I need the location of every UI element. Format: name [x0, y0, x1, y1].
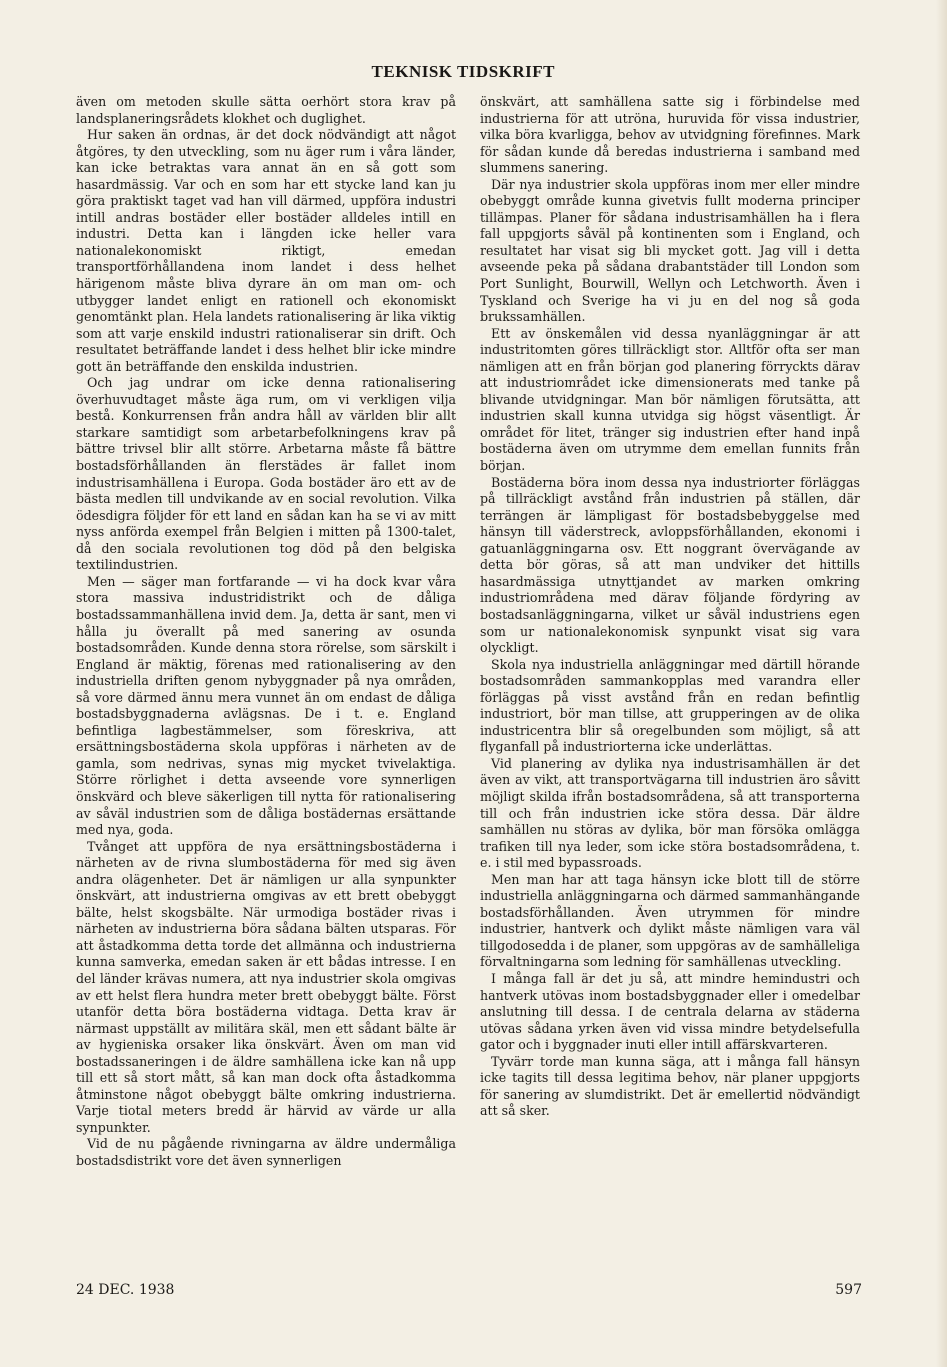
- paragraph: Vid de nu pågående rivningarna av äldre undermåliga bostadsdistrikt vore det även synnerligen: [76, 1136, 456, 1168]
- column-right: [480, 94, 860, 1120]
- paragraph: Där nya industrier skola uppföras inom mer eller mindre obebyggt område kunna givetvis fullt moderna principer tillämpas. Planer för sådana industrisamhällen ha i flera fall uppgjorts såväl på kontinenten som i England, och resultatet har visat sig bli mycket gott. Jag vill i detta avseende peka på sådana drabantstäder till London som Port Sunlight, Bourwill, Wellyn och Letchworth. Även i Tyskland och Sverige ha vi ju en del nog så goda brukssamhällen.: [480, 176, 860, 325]
- paragraph: I många fall är det ju så, att mindre hemindustri och hantverk utövas inom bostadsbyggnader eller i omedelbar anslutning till dessa. I de centrala delarna av städerna utövas sådana yrken även vid vissa mindre betydelsefulla gator och i byggnader inuti eller intill affärskvarteren.: [480, 970, 860, 1053]
- paragraph: Hur saken än ordnas, är det dock nödvändigt att något åtgöres, ty den utveckling, som nu äger rum i våra länder, kan icke betraktas vara annat än en så gott som hasardmässig. Var och en som har ett stycke land kan ju göra praktiskt taget vad han vill därmed, uppföra industri intill andras bostäder eller bostäder alldeles intill en industri. Detta kan i längden icke heller vara nationalekonomiskt riktigt, emedan transportförhållandena inom landet i dess helhet härigenom måste bliva dyrare än om man om- och utbygger landet enligt en rationell och ekonomiskt genomtänkt plan. Hela landets rationalisering är lika viktig som att varje enskild industri rationaliserar sin drift. Och resultatet beträffande landet i dess helhet blir icke mindre gott än beträffande den enskilda industrien.: [76, 127, 456, 374]
- paragraph: Bostäderna böra inom dessa nya industriorter förläggas på tillräckligt avstånd från industrien på ställen, där terrängen är lämpligast för bostadsbebyggelse med hänsyn till väderstreck, avloppsförhållanden, ekonomi i gatuanläggningarna osv. Ett noggrant övervägande av detta bör göras, så att man undviker det hittills hasardmässiga utnyttjandet av marken omkring industriområdena med därav följande fördyring av bostadsanläggningarna, vilket ur såväl industriens egen som ur nationalekonomisk synpunkt visat sig vara olyckligt.: [480, 474, 860, 656]
- paragraph: Tyvärr torde man kunna säga, att i många fall hänsyn icke tagits till dessa legitima behov, när planer uppgjorts för sanering av slumdistrikt. Det är emellertid nödvändigt att så sker.: [480, 1053, 860, 1119]
- paragraph: Vid planering av dylika nya industrisamhällen är det även av vikt, att transportvägarna till industrien äro såvitt möjligt skilda ifrån bostadsområdena, så att transporterna till och från industrien icke störa dessa. Där äldre samhällen nu störas av dylika, bör man försöka omlägga trafiken till nya leder, som icke störa bostadsområdena, t. e. i stil med bypassroads.: [480, 755, 860, 871]
- page-edge-shadow: [936, 0, 947, 1367]
- issue-date: 24 DEC. 1938: [76, 1282, 175, 1298]
- paragraph: Skola nya industriella anläggningar med därtill hörande bostadsområden sammankopplas med varandra eller förläggas på visst avstånd från en redan befintlig industriort, bör man tillse, att grupperingen av de olika industricentra blir så oregelbunden som möjligt, så att flyganfall på industriorterna icke underlättas.: [480, 656, 860, 755]
- column-left: [76, 94, 456, 1170]
- paragraph: Och jag undrar om icke denna rationalisering överhuvudtaget måste äga rum, om vi verkligen vilja bestå. Konkurrensen från andra håll av världen blir allt starkare samtidigt som arbetarbefolkningens krav på bättre trivsel blir allt större. Arbetarna måste få bättre bostadsförhållanden än flerstädes är fallet inom industrisamhällena i Europa. Goda bostäder äro ett av de bästa medlen till undvikande av en social revolution. Vilka ödesdigra följder för ett land en sådan kan ha se vi av mitt nyss anförda exempel från Belgien i mitten på 1300-talet, då den sociala revolutionen tog död på den belgiska textilindustrien.: [76, 375, 456, 573]
- page-number: 597: [835, 1282, 862, 1298]
- paragraph: Tvånget att uppföra de nya ersättningsbostäderna i närheten av de rivna slumbostäderna för med sig även andra olägenheter. Det är nämligen ur alla synpunkter önskvärt, att industrierna omgivas av ett brett obebyggt bälte, helst skogsbälte. När urmodiga bostäder rivas i närheten av industrierna böra sådana bälten utsparas. För att åstadkomma detta torde det allmänna och industrierna kunna samverka, emedan saken är ett bådas intresse. I en del länder krävas numera, att nya industrier skola omgivas av ett helst flera hundra meter brett obebyggt bälte. Först utanför detta böra bostäderna vidtaga. Detta krav är närmast uppställt av militära skäl, men ett sådant bälte är av hygieniska orsaker lika önskvärt. Även om man vid bostadssaneringen i de äldre samhällena icke kan nå upp till ett så stort mått, så kan man dock ofta åstadkomma åtminstone något obebyggt bälte omkring industrierna. Varje tiotal meters bredd är härvid av värde ur alla synpunkter.: [76, 838, 456, 1135]
- paragraph: även om metoden skulle sätta oerhört stora krav på landsplaneringsrådets klokhet och duglighet.: [76, 94, 456, 126]
- paragraph: önskvärt, att samhällena satte sig i förbindelse med industrierna för att utröna, huruvida för vissa industrier, vilka böra kvarligga, behov av utvidgning förefinnes. Mark för sådan kunde då beredas industrierna i samband med slummens sanering.: [480, 94, 860, 176]
- paragraph: Men — säger man fortfarande — vi ha dock kvar våra stora massiva industridistrikt och de dåliga bostadssammanhällena invid dem. Ja, detta är sant, men vi hålla ju överallt på med sanering av osunda bostadsområden. Kunde denna stora rörelse, som särskilt i England är mäktig, förenas med rationalisering av den industriella driften genom nybyggnader på nya områden, så vore därmed ännu mera vunnet än om endast de dåliga bostadsbyggnaderna avlägsnas. De i t. e. England befintliga lagbestämmelser, som föreskriva, att ersättningsbostäderna skola uppföras i närheten av de gamla, som nedrivas, synas mig mycket tvivelaktiga. Större rörlighet i detta avseende vore synnerligen önskvärd och bleve säkerligen till nytta för rationalisering av såväl industrien som de dåliga bostädernas ersättande med nya, goda.: [76, 573, 456, 838]
- journal-title: TEKNISK TIDSKRIFT: [371, 62, 555, 81]
- paragraph: Ett av önskemålen vid dessa nyanläggningar är att industritomten göres tillräckligt stor. Alltför ofta ser man nämligen att en från början god planering förryckts därav att industriområdet icke dimensionerats med tanke på blivande utvidgningar. Man bör nämligen förutsätta, att industrien skall kunna utvidga sig högst väsentligt. Är området för litet, tränger sig industrien efter hand inpå bostäderna även om utrymme dem emellan funnits från början.: [480, 325, 860, 474]
- paragraph: Men man har att taga hänsyn icke blott till de större industriella anläggningarna och därmed sammanhängande bostadsförhållanden. Även utrymmen för mindre industrier, hantverk och dylikt måste nämligen vara väl tillgodosedda i de planer, som uppgöras av de samhälleliga förvaltningarna som ledning för samhällenas utveckling.: [480, 871, 860, 970]
